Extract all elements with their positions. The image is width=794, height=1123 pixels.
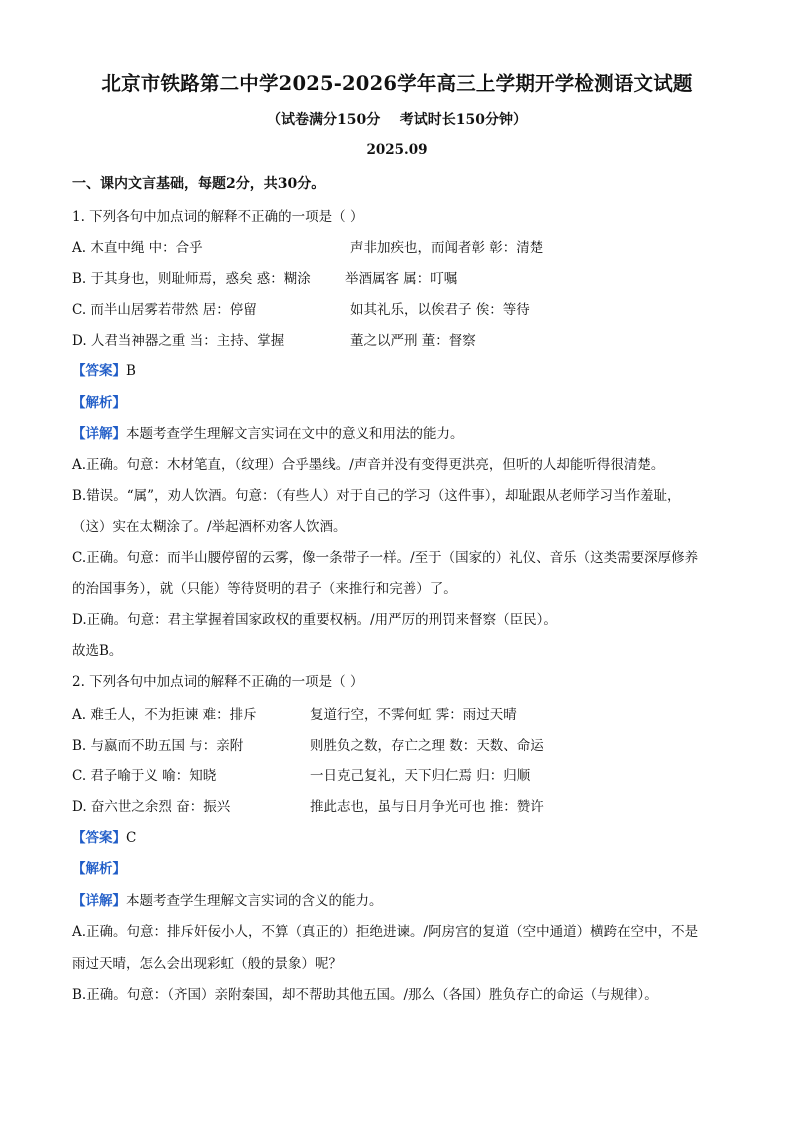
q2-option-b-left: B. 与嬴而不助五国 与：亲附	[72, 738, 244, 754]
answer-value: C	[126, 830, 137, 846]
q1-option-c-right: 如其礼乐，以俟君子 俟：等待	[350, 302, 530, 318]
q1-option-d-right: 董之以严刑 董：督察	[350, 333, 476, 349]
q2-detail-line: A.正确。句意：排斥奸佞小人，不算（真正的）拒绝进谏。/阿房宫的复道（空中通道）横跨在空中，不是	[72, 924, 699, 940]
q2-option-c-right: 一日克己复礼，天下归仁焉 归：归顺	[310, 768, 531, 784]
q2-option-a-left: A. 难壬人，不为拒谏 难：排斥	[72, 707, 257, 723]
q2-option-c-left: C. 君子喻于义 喻：知晓	[72, 768, 217, 784]
q1-option-b-right: 举酒属客 属：叮嘱	[345, 271, 458, 287]
answer-label: 【答案】	[72, 363, 126, 379]
analysis-label: 【解析】	[72, 395, 126, 411]
detail-label: 【详解】	[72, 893, 126, 909]
q1-option-a-left: A. 木直中绳 中：合乎	[72, 240, 203, 256]
q1-option-a-right: 声非加疾也，而闻者彰 彰：清楚	[350, 240, 544, 256]
answer-value: B	[126, 363, 136, 379]
q2-option-d-left: D. 奋六世之余烈 奋：振兴	[72, 799, 231, 815]
q1-detail-line: 的治国事务），就（只能）等待贤明的君子（来推行和完善）了。	[72, 581, 457, 597]
q2-analysis-label	[72, 857, 126, 877]
detail-text: 本题考查学生理解文言实词的含义的能力。	[126, 893, 383, 909]
q1-analysis-label	[72, 391, 126, 411]
q2-option-b-right: 则胜负之数，存亡之理 数：天数、命运	[310, 738, 544, 754]
question-1-stem: 1. 下列各句中加点词的解释不正确的一项是（ ）	[72, 209, 364, 225]
q1-detail-line: D.正确。句意：君主掌握着国家政权的重要权柄。/用严厉的刑罚来督察（臣民）。	[72, 612, 557, 628]
question-2-stem: 2. 下列各句中加点词的解释不正确的一项是（ ）	[72, 674, 364, 690]
section-heading: 一、课内文言基础，每题2分，共30分。	[72, 176, 326, 192]
exam-subtitle: （试卷满分150分 考试时长150分钟）	[267, 112, 527, 128]
q1-detail-line: B.错误。“属”，劝人饮酒。句意：（有些人）对于自己的学习（这件事），却耻跟从老师学习当作羞耻，	[72, 488, 681, 504]
q2-detail-line	[72, 889, 383, 909]
q1-answer	[72, 359, 136, 379]
q1-detail-line	[72, 422, 464, 442]
q1-detail-line: （这）实在太糊涂了。/举起酒杯劝客人饮酒。	[72, 519, 347, 535]
q1-detail-line: C.正确。句意：而半山腰停留的云雾，像一条带子一样。/至于（国家的）礼仪、音乐（这类需要深厚修养	[72, 550, 699, 566]
detail-text: 本题考查学生理解文言实词在文中的意义和用法的能力。	[126, 426, 464, 442]
q1-option-c-left: C. 而半山居雾若带然 居：停留	[72, 302, 257, 318]
q2-answer	[72, 826, 136, 846]
q2-option-a-right: 复道行空，不霁何虹 霁：雨过天晴	[310, 707, 517, 723]
q1-detail-line: 故选B。	[72, 643, 123, 659]
q1-detail-line: A.正确。句意：木材笔直，（纹理）合乎墨线。/声音并没有变得更洪亮，但听的人却能听得很清楚。	[72, 457, 665, 473]
q2-detail-line: B.正确。句意：（齐国）亲附秦国，却不帮助其他五国。/那么（各国）胜负存亡的命运（与规律）。	[72, 987, 658, 1003]
q2-detail-line: 雨过天晴，怎么会出现彩虹（般的景象）呢？	[72, 956, 342, 972]
exam-title: 北京市铁路第二中学2025-2026学年高三上学期开学检测语文试题	[101, 72, 693, 95]
q1-option-b-left: B. 于其身也，则耻师焉，惑矣 惑：糊涂	[72, 271, 311, 287]
q1-option-d-left: D. 人君当神器之重 当：主持、掌握	[72, 333, 285, 349]
q2-option-d-right: 推此志也，虽与日月争光可也 推：赞许	[310, 799, 544, 815]
answer-label: 【答案】	[72, 830, 126, 846]
analysis-label: 【解析】	[72, 861, 126, 877]
exam-date: 2025.09	[366, 142, 428, 158]
detail-label: 【详解】	[72, 426, 126, 442]
